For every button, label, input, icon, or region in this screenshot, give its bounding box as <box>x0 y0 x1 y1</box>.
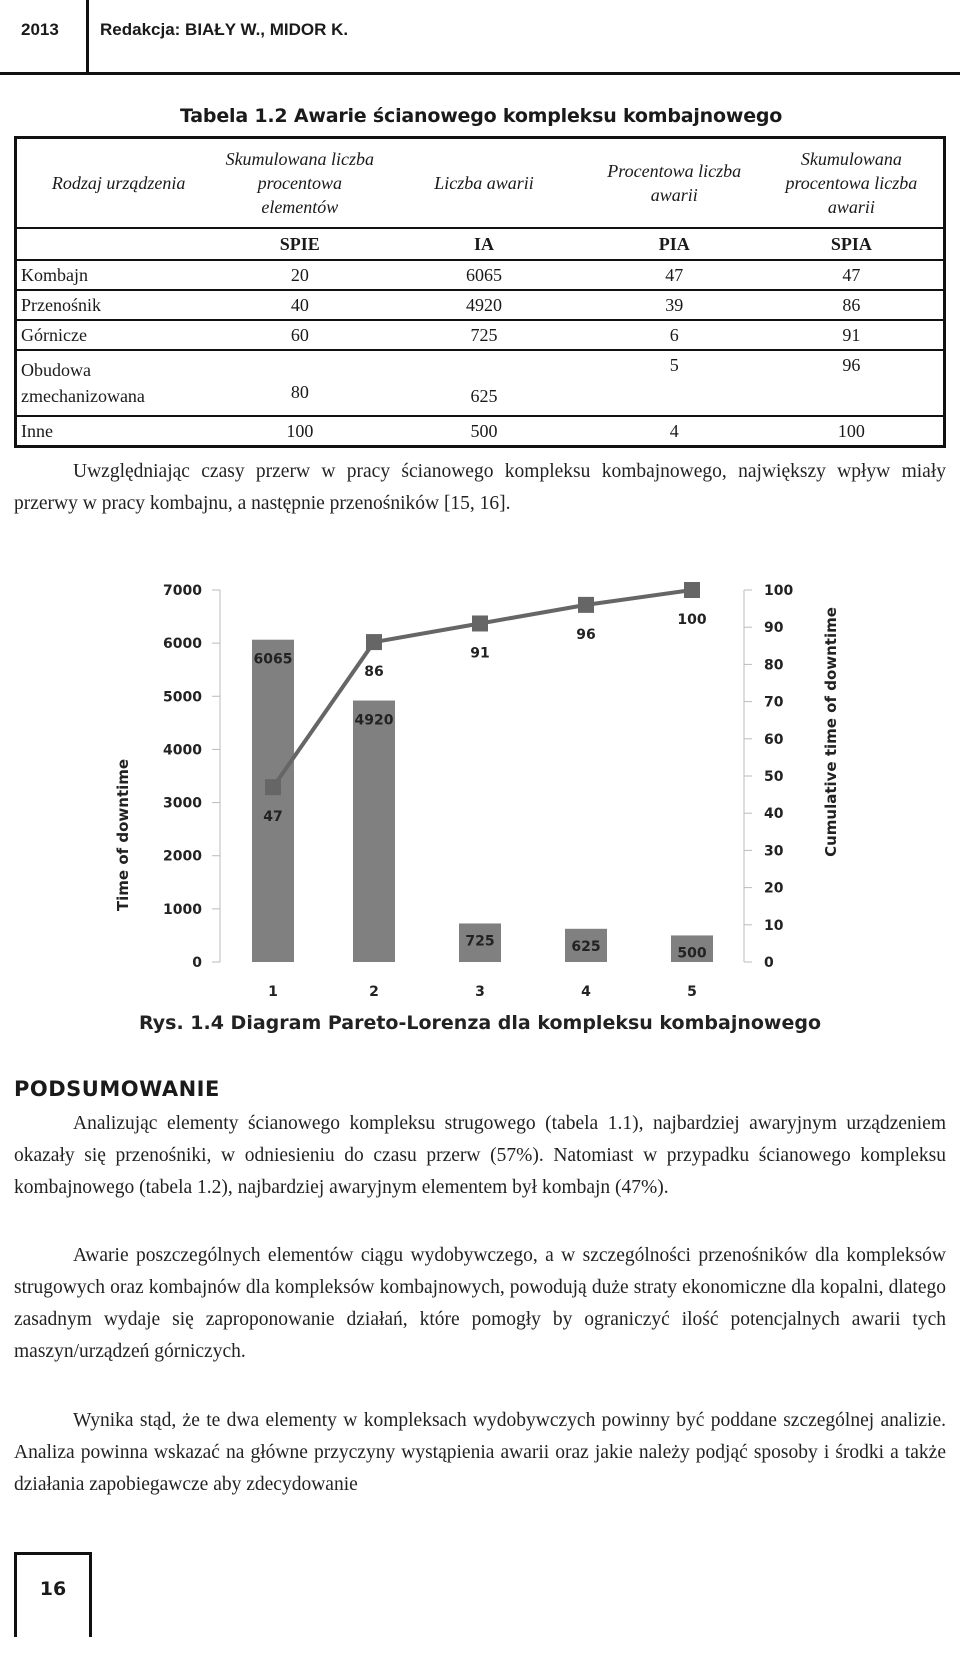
bar-data-label: 6065 <box>253 651 293 668</box>
line-point <box>578 597 594 613</box>
summary-paragraph-1 <box>14 1108 946 1204</box>
row-ia: 6065 <box>379 260 588 290</box>
summary-paragraph-2 <box>14 1240 946 1368</box>
row-name-line2: zmechanizowana <box>21 386 145 406</box>
code-empty <box>16 228 221 260</box>
y-left-tick-label: 4000 <box>163 742 202 759</box>
header-device-type: Rodzaj urządzenia <box>16 138 221 229</box>
figure-caption: Rys. 1.4 Diagram Pareto-Lorenza dla kompleksu kombajnowego <box>138 1012 822 1034</box>
row-ia: 725 <box>379 320 588 350</box>
bar <box>353 701 395 962</box>
code-spia: SPIA <box>760 228 945 260</box>
x-tick-label: 5 <box>687 984 697 1000</box>
y-right-tick-label: 80 <box>764 657 784 674</box>
bar-data-label: 4920 <box>354 712 394 729</box>
line-data-label: 91 <box>470 645 490 662</box>
row-spie: 100 <box>220 416 379 447</box>
row-spia: 86 <box>760 290 945 320</box>
section-title: PODSUMOWANIE <box>14 1077 220 1101</box>
row-name: Przenośnik <box>16 290 221 320</box>
line-point <box>472 615 488 631</box>
line-data-label: 86 <box>364 664 384 681</box>
table-row <box>16 416 945 447</box>
y-right-tick-label: 40 <box>764 806 784 823</box>
failures-table <box>14 136 946 448</box>
header-rule <box>0 72 960 75</box>
row-pia: 39 <box>589 290 760 320</box>
y-right-tick-label: 0 <box>764 955 774 971</box>
pareto-chart <box>0 570 960 1000</box>
y-right-tick-label: 30 <box>764 843 784 860</box>
row-name: Górnicze <box>16 320 221 350</box>
y-right-tick-label: 20 <box>764 880 784 897</box>
line-point <box>265 779 281 795</box>
bar-data-label: 625 <box>571 938 601 955</box>
table-code-row <box>16 228 945 260</box>
row-spia: 100 <box>760 416 945 447</box>
header-spia: Skumulowana procentowa liczba awarii <box>760 138 945 229</box>
y-left-tick-label: 5000 <box>163 689 202 706</box>
header-ia: Liczba awarii <box>379 138 588 229</box>
y-left-tick-label: 3000 <box>163 795 202 812</box>
line-point <box>366 634 382 650</box>
code-ia: IA <box>379 228 588 260</box>
summary-paragraph-2-text: Awarie poszczególnych elementów ciągu wydobywczego, a w szczególności przenośników dla kompleksów strugowych oraz kombajnów dla kompleksów kombajnowych, powodują duże straty ekonomiczne dla kopalni, dlatego zasadnym wydaje się zaproponowanie działań, które pomogły by ograniczyć ilość potencjalnych awarii tych maszyn/urządzeń górniczych. <box>14 1245 946 1362</box>
y-left-tick-label: 6000 <box>163 636 202 653</box>
table-row <box>16 260 945 290</box>
x-tick-label: 2 <box>369 984 379 1000</box>
table-header-row <box>16 138 945 229</box>
table-caption: Tabela 1.2 Awarie ścianowego kompleksu kombajnowego <box>180 105 783 127</box>
summary-paragraph-3-text: Wynika stąd, że te dwa elementy w kompleksach wydobywczych powinny być poddane szczególnej analizie. Analiza powinna wskazać na główne przyczyny wystąpienia awarii oraz jakie należy podjąć sposoby i środki a także działania zapobiegawcze aby zdecydowanie <box>14 1410 946 1495</box>
y-right-tick-label: 60 <box>764 731 784 748</box>
row-name: Inne <box>16 416 221 447</box>
header-pia: Procentowa liczba awarii <box>589 138 760 229</box>
row-spia: 47 <box>760 260 945 290</box>
y-axis-left-label: Time of downtime <box>114 758 132 912</box>
page-number: 16 <box>39 1578 67 1600</box>
row-spie: 20 <box>220 260 379 290</box>
y-left-tick-label: 1000 <box>163 901 202 918</box>
line-data-label: 96 <box>576 626 596 643</box>
y-axis-right-label: Cumulative time of downtime <box>822 607 840 857</box>
row-spie: 80 <box>220 350 379 416</box>
bar-data-label: 725 <box>465 933 495 950</box>
y-left-tick-label: 2000 <box>163 848 202 865</box>
row-pia: 6 <box>589 320 760 350</box>
x-tick-label: 1 <box>268 984 278 1000</box>
table-row <box>16 290 945 320</box>
row-spie: 60 <box>220 320 379 350</box>
code-spie: SPIE <box>220 228 379 260</box>
row-name <box>16 350 221 416</box>
line-point <box>684 582 700 598</box>
table-row <box>16 350 945 416</box>
y-left-tick-label: 7000 <box>163 583 202 599</box>
y-right-tick-label: 50 <box>764 769 784 785</box>
header-editors: Redakcja: BIAŁY W., MIDOR K. <box>100 20 349 39</box>
row-pia: 47 <box>589 260 760 290</box>
summary-paragraph-3 <box>14 1405 946 1501</box>
row-ia: 625 <box>379 350 588 416</box>
row-pia: 5 <box>589 350 760 416</box>
y-right-tick-label: 10 <box>764 917 784 934</box>
y-right-tick-label: 70 <box>764 694 784 711</box>
header-spie: Skumulowana liczba procentowa elementów <box>220 138 379 229</box>
x-tick-label: 3 <box>475 984 485 1000</box>
row-ia: 500 <box>379 416 588 447</box>
row-ia: 4920 <box>379 290 588 320</box>
bar-data-label: 500 <box>677 945 707 962</box>
row-name-line1: Obudowa <box>21 360 91 380</box>
row-spia: 96 <box>760 350 945 416</box>
line-data-label: 100 <box>677 612 707 628</box>
header-divider <box>86 0 89 75</box>
line-data-label: 47 <box>263 809 283 826</box>
table-row <box>16 320 945 350</box>
y-right-tick-label: 100 <box>764 583 794 599</box>
row-spie: 40 <box>220 290 379 320</box>
row-name: Kombajn <box>16 260 221 290</box>
x-tick-label: 4 <box>581 984 591 1000</box>
y-right-tick-label: 90 <box>764 620 784 637</box>
header-year: 2013 <box>21 20 59 39</box>
bar <box>252 640 294 962</box>
y-left-tick-label: 0 <box>192 955 202 971</box>
row-spia: 91 <box>760 320 945 350</box>
paragraph-intro-text: Uwzględniając czasy przerw w pracy ścianowego kompleksu kombajnowego, największy wpływ miały przerwy w pracy kombajnu, a następnie przenośników [15, 16]. <box>14 461 946 514</box>
summary-paragraph-1-text: Analizując elementy ścianowego kompleksu strugowego (tabela 1.1), najbardziej awaryjnym urządzeniem okazały się przenośniki, w odniesieniu do czasu przerw (57%). Natomiast w przypadku ścianowego kompleksu kombajnowego (tabela 1.2), najbardziej awaryjnym elementem był kombajn (47%). <box>14 1113 946 1198</box>
paragraph-intro <box>14 456 946 520</box>
code-pia: PIA <box>589 228 760 260</box>
row-pia: 4 <box>589 416 760 447</box>
